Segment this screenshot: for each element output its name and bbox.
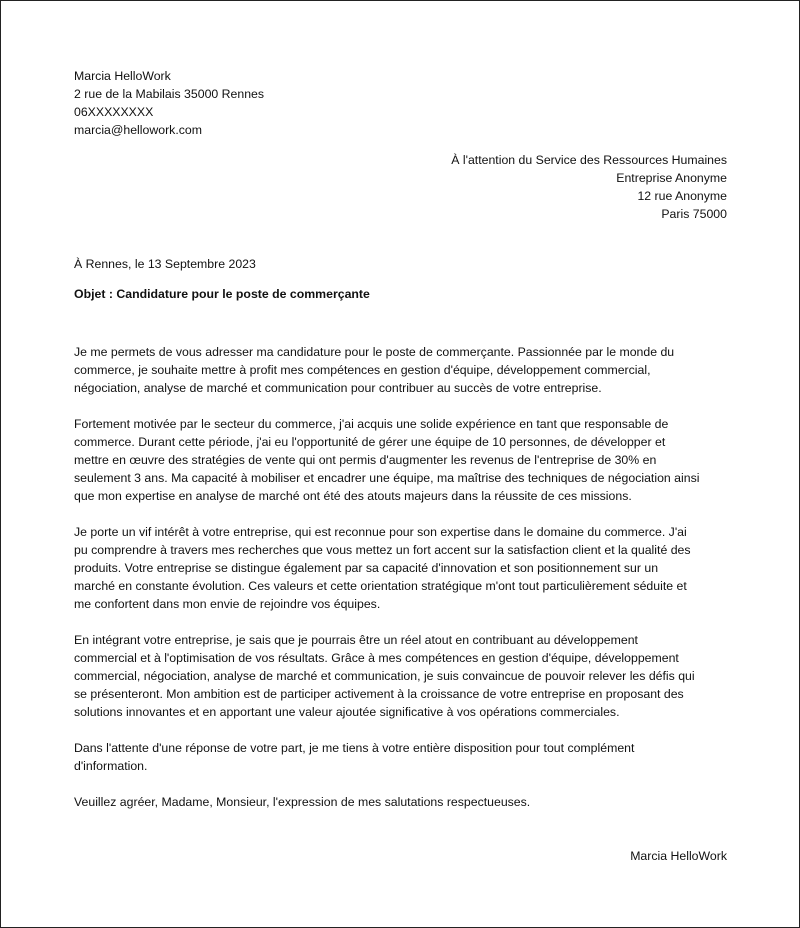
paragraph-company-interest: Je porte un vif intérêt à votre entreprise, qui est reconnue pour son expertise dans le domaine du commerce. J'ai pu comprendre à travers mes recherches que vous mettez un fort accent sur la satisfaction client et la qualité des produits. Votre entreprise se distingue également par sa capacité d'innovation et son positionnement sur un marché en constante évolution. Ces valeurs et cette orientation stratégique m'ont tout particulièrement séduite et me confortent dans mon envie de rejoindre vos équipes. bbox=[74, 525, 691, 611]
sender-phone: 06XXXXXXXX bbox=[74, 105, 154, 119]
sender-block bbox=[74, 67, 474, 139]
recipient-attention: À l'attention du Service des Ressources Humaines bbox=[451, 153, 727, 167]
recipient-city: Paris 75000 bbox=[661, 207, 727, 221]
recipient-street: 12 rue Anonyme bbox=[637, 189, 727, 203]
sender-email: marcia@hellowork.com bbox=[74, 123, 202, 137]
paragraph-experience: Fortement motivée par le secteur du commerce, j'ai acquis une solide expérience en tant que responsable de commerce. Durant cette période, j'ai eu l'opportunité de gérer une équipe de 10 personnes, de développer et mettre en œuvre des stratégies de vente qui ont permis d'augmenter les revenus de l'entreprise de 30% en seulement 3 ans. Ma capacité à mobiliser et encadrer une équipe, ma maîtrise des techniques de négociation ainsi que mon expertise en analyse de marché ont été des atouts majeurs dans la réussite de ces missions. bbox=[74, 417, 700, 503]
sender-address: 2 rue de la Mabilais 35000 Rennes bbox=[74, 87, 265, 101]
letter-body bbox=[74, 343, 730, 829]
recipient-company: Entreprise Anonyme bbox=[616, 171, 727, 185]
paragraph-introduction: Je me permets de vous adresser ma candidature pour le poste de commerçante. Passionnée par le monde du commerce, je souhaite mettre à profit mes compétences en gestion d'équipe, développement commercial, négociation, analyse de marché et communication pour contribuer au succès de votre entreprise. bbox=[74, 345, 675, 395]
paragraph-availability: Dans l'attente d'une réponse de votre part, je me tiens à votre entière disposition pour tout complément d'information. bbox=[74, 741, 635, 773]
signature: Marcia HelloWork bbox=[630, 849, 727, 863]
recipient-block bbox=[307, 151, 727, 223]
subject-line: Objet : Candidature pour le poste de commerçante bbox=[74, 287, 370, 301]
date-line: À Rennes, le 13 Septembre 2023 bbox=[74, 257, 256, 271]
sender-name: Marcia HelloWork bbox=[74, 69, 171, 83]
paragraph-contribution: En intégrant votre entreprise, je sais que je pourrais être un réel atout en contribuant au développement commercial et à l'optimisation de vos résultats. Grâce à mes compétences en gestion d'équipe, développement commercial, négociation, analyse de marché et communication, je suis convaincue de pouvoir relever les défis qui se présenteront. Mon ambition est de participer activement à la croissance de votre entreprise en proposant des solutions innovantes et en apportant une valeur ajoutée significative à vos opérations commerciales. bbox=[74, 633, 695, 719]
paragraph-closing: Veuillez agréer, Madame, Monsieur, l'expression de mes salutations respectueuses. bbox=[74, 795, 531, 809]
